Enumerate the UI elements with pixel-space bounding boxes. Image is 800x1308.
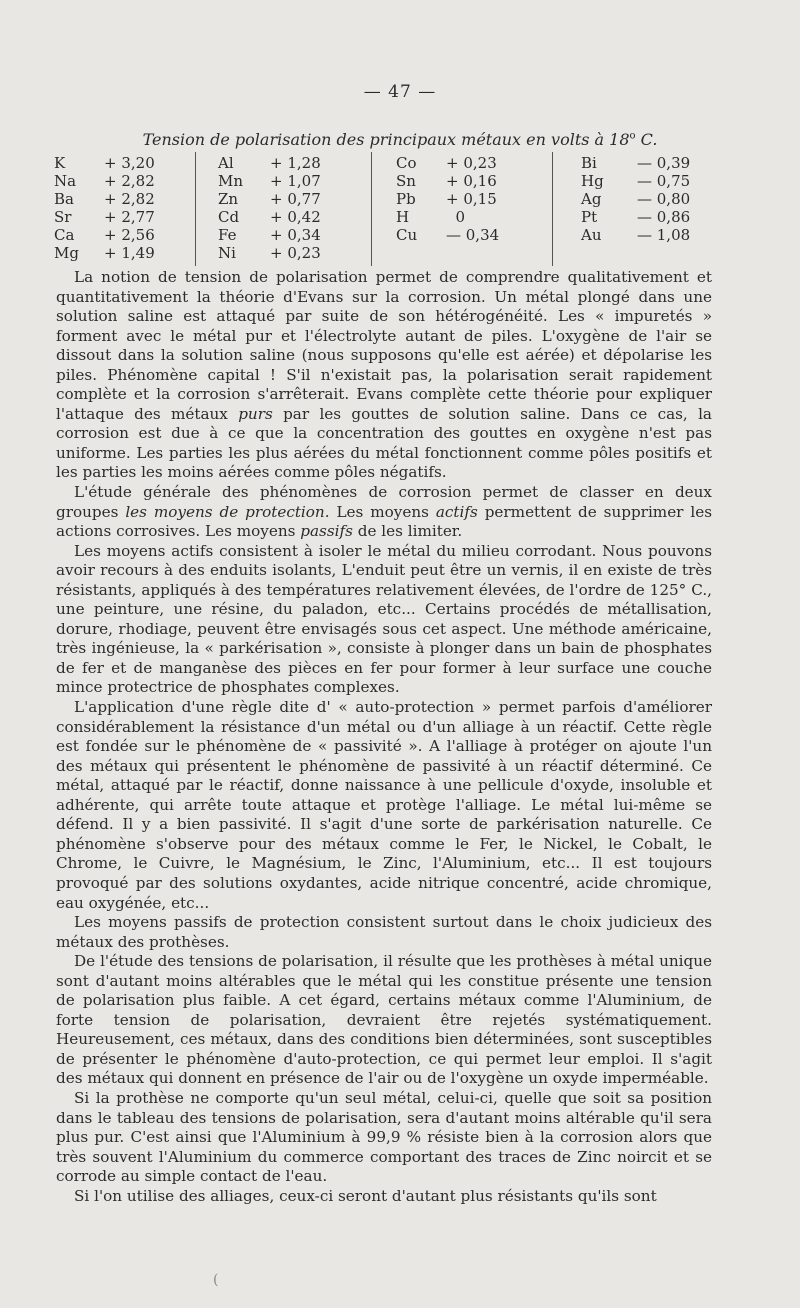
table-column-2: [195, 152, 371, 266]
tension-value: + 0,16: [446, 172, 497, 190]
text-run: Les moyens passifs de protection consistent surtout dans le choix judicieux des métaux des prothèses.: [56, 913, 712, 951]
paragraph: [56, 483, 712, 542]
tension-value: — 0,80: [637, 190, 691, 208]
table-column-3: [371, 152, 552, 266]
paragraph: [56, 1089, 712, 1187]
italic-text: passifs: [300, 522, 353, 541]
element-symbol: Mg: [54, 244, 79, 262]
table-caption-unit: C.: [635, 130, 658, 149]
stray-mark: (: [213, 1272, 219, 1288]
table-row: [372, 226, 552, 244]
table-row: [196, 226, 371, 244]
table-row: [50, 244, 195, 262]
table-row: [553, 154, 713, 172]
tension-value: 0: [446, 208, 466, 226]
table-row: [196, 172, 371, 190]
tension-value: + 0,23: [270, 244, 321, 262]
element-symbol: Ag: [581, 190, 602, 208]
italic-text: actifs: [435, 502, 478, 521]
tension-value: — 0,39: [637, 154, 691, 172]
text-run: L'étude générale des phénomènes de corrosion permet de classer en deux groupes: [56, 483, 712, 521]
element-symbol: Na: [54, 172, 77, 190]
text-run: permettent de supprimer les actions corrosives. Les moyens: [56, 502, 712, 541]
element-symbol: Sr: [54, 208, 72, 226]
element-symbol: Zn: [218, 190, 239, 208]
element-symbol: Ni: [218, 244, 236, 262]
element-symbol: Cu: [396, 226, 418, 244]
italic-text: purs: [238, 404, 273, 423]
table-row: [50, 154, 195, 172]
element-symbol: Bi: [581, 154, 597, 172]
tension-value: + 3,20: [104, 154, 155, 172]
paragraph: [56, 952, 712, 1089]
table-caption: [0, 130, 800, 149]
degree-sign: o: [629, 130, 636, 142]
table-caption-text: Tension de polarisation des principaux métaux en volts à 18: [142, 130, 630, 149]
element-symbol: K: [54, 154, 66, 172]
table-row: [553, 190, 713, 208]
table-row: [50, 190, 195, 208]
tension-value: + 0,34: [270, 226, 321, 244]
table-row: [372, 208, 552, 226]
table-row: [553, 208, 713, 226]
tension-value: + 1,28: [270, 154, 321, 172]
tension-value: — 1,08: [637, 226, 691, 244]
tension-value: + 0,23: [446, 154, 497, 172]
table-row: [50, 208, 195, 226]
paragraph: [56, 268, 712, 483]
table-row: [196, 190, 371, 208]
italic-text: les moyens de protection.: [125, 502, 330, 521]
element-symbol: Fe: [218, 226, 237, 244]
text-run: De l'étude des tensions de polarisation, il résulte que les prothèses à métal unique sont d'autant moins altérables que le métal qui les constitue présente une tension de polarisation plus faible. A cet égard, certains métaux comme l'Aluminium, de forte tension de polarisation, devraient être rejetés systématiquement. Heureusement, ces métaux, dans des conditions bien déterminées, sont susceptibles de présenter le phénomène d'auto-protection, ce qui permet leur emploi. Il s'agit des métaux qui donnent en présence de l'air ou de l'oxygène un oxyde imperméable.: [56, 952, 712, 1088]
table-column-1: [50, 152, 195, 266]
paragraph: [56, 698, 712, 913]
tension-value: + 1,07: [270, 172, 321, 190]
text-run: L'application d'une règle dite d' « auto-protection » permet parfois d'améliorer considérablement la résistance d'un métal ou d'un alliage à un réactif. Cette règle est fondée sur le phénomène de « passivité ». A l'alliage à protéger on ajoute l'un des métaux qui présentent le phénomène de passivité à un réactif déterminé. Ce métal, attaqué par le réactif, donne naissance à une pellicule d'oxyde, insoluble et adhérente, qui arrête toute attaque et protège l'alliage. Le métal lui-même se défend. Il y a bien passivité. Il s'agit d'une sorte de parkérisation naturelle. Ce phénomène s'observe pour des métaux comme le Fer, le Nickel, le Cobalt, le Chrome, le Cuivre, le Magnésium, le Zinc, l'Aluminium, etc... Il est toujours provoqué par des solutions oxydantes, acide nitrique concentré, acide chromique, eau oxygénée, etc...: [56, 698, 712, 912]
text-run: Si l'on utilise des alliages, ceux-ci seront d'autant plus résistants qu'ils sont: [74, 1186, 657, 1205]
text-run: Si la prothèse ne comporte qu'un seul métal, celui-ci, quelle que soit sa position dans le tableau des tensions de polarisation, sera d'autant moins altérable qu'il sera plus pur. C'est ainsi que l'Aluminium à 99,9 % résiste bien à la corrosion alors que très souvent l'Aluminium du commerce comportant des traces de Zinc noircit et se corrode au simple contact de l'eau.: [56, 1088, 712, 1186]
page-number: — 47 —: [363, 82, 437, 102]
polarisation-table: [50, 152, 730, 266]
text-run: La notion de tension de polarisation permet de comprendre qualitativement et quantitativement la théorie d'Evans sur la corrosion. Un métal plongé dans une solution saline est attaqué par suite de son hétérogénéité. Les « impuretés » forment avec le métal pur et l'électrolyte autant de piles. L'oxygène de l'air se dissout dans la solution saline (nous supposons qu'elle est aérée) et dépolarise les piles. Phénomène capital ! S'il n'existait pas, la polarisation serait rapidement complète et la corrosion s'arrêterait. Evans complète cette théorie pour expliquer l'attaque des métaux: [56, 268, 712, 423]
element-symbol: Al: [218, 154, 234, 172]
table-row: [50, 172, 195, 190]
tension-value: — 0,75: [637, 172, 691, 190]
element-symbol: Cd: [218, 208, 240, 226]
table-row: [372, 154, 552, 172]
tension-value: — 0,86: [637, 208, 691, 226]
element-symbol: Pt: [581, 208, 598, 226]
table-row: [196, 244, 371, 262]
element-symbol: Mn: [218, 172, 244, 190]
text-run: Les moyens: [329, 502, 436, 521]
table-row: [196, 154, 371, 172]
table-row: [553, 172, 713, 190]
text-run: Les moyens actifs consistent à isoler le métal du milieu corrodant. Nous pouvons avoir recours à des enduits isolants, L'enduit peut être un vernis, il en existe de très résistants, appliqués à des températures relativement élevées, de l'ordre de 125° C., une peinture, une résine, du paladon, etc... Certains procédés de métallisation, dorure, rhodiage, peuvent être envisagés sous cet aspect. Une méthode américaine, très ingénieuse, la « parkérisation », consiste à plonger dans un bain de phosphates de fer et de manganèse des pièces en fer pour former à leur surface une couche mince protectrice de phosphates complexes.: [56, 541, 712, 697]
tension-value: + 2,77: [104, 208, 155, 226]
tension-value: + 0,42: [270, 208, 321, 226]
table-column-4: [552, 152, 713, 266]
tension-value: + 0,15: [446, 190, 497, 208]
element-symbol: Ba: [54, 190, 74, 208]
table-row: [50, 226, 195, 244]
element-symbol: Au: [581, 226, 602, 244]
element-symbol: Hg: [581, 172, 604, 190]
text-run: de les limiter.: [352, 522, 463, 541]
tension-value: + 1,49: [104, 244, 155, 262]
text-run: par les gouttes de solution saline. Dans ce cas, la corrosion est due à ce que la concentration des gouttes en oxygène n'est pas uniforme. Les parties les plus aérées du métal fonctionnent comme pôles positifs et les parties les moins aérées comme pôles négatifs.: [56, 404, 712, 482]
table-row: [372, 190, 552, 208]
tension-value: + 2,82: [104, 190, 155, 208]
element-symbol: Co: [396, 154, 417, 172]
element-symbol: Sn: [396, 172, 416, 190]
tension-value: + 2,82: [104, 172, 155, 190]
table-row: [372, 172, 552, 190]
element-symbol: Pb: [396, 190, 416, 208]
paragraph: [56, 542, 712, 698]
paragraph: [56, 1187, 712, 1207]
element-symbol: H: [396, 208, 410, 226]
tension-value: + 2,56: [104, 226, 155, 244]
table-row: [553, 226, 713, 244]
paragraph: [56, 913, 712, 952]
element-symbol: Ca: [54, 226, 75, 244]
table-row: [196, 208, 371, 226]
tension-value: — 0,34: [446, 226, 500, 244]
body-text: [56, 268, 712, 1206]
tension-value: + 0,77: [270, 190, 321, 208]
